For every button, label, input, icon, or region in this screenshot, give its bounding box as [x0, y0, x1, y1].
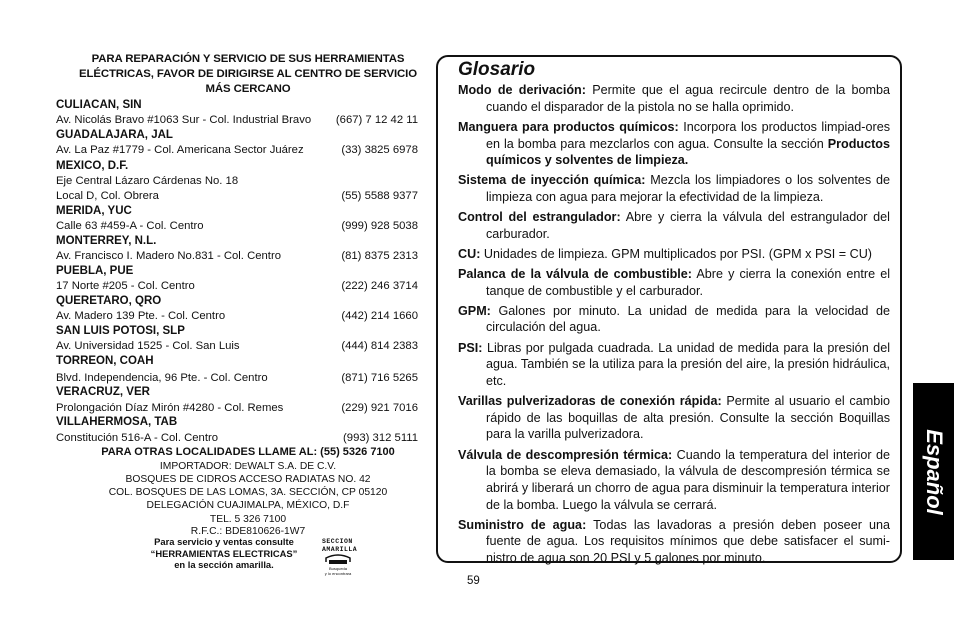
seccion-amarilla-logo: SECCION AMARILLA Busqueda y lo encontrara: [322, 538, 358, 576]
glossary-definition: Libras por pulgada cuadrada. La unidad de medida para la presión del agua. También se la utiliza para la presión del aire, la presión hidráulica, etc.: [482, 340, 890, 388]
importer-address-line: BOSQUES DE CIDROS ACCESO RADIATAS NO. 42: [125, 474, 371, 485]
glossary-definition: Todas las lavadoras a presión deben poseer una fuente de agua. Los requisitos mínimos que debe satisfacer el sumi-nistro de agua son 20 PSI y 5 galones por minuto.: [486, 517, 890, 566]
glossary-definition: Abre y cierra la válvula del estrangulador del carburador.: [486, 210, 890, 241]
glossary-definition: Abre y cierra la conexión entre el tanque de combustible y el carburador.: [486, 266, 890, 298]
service-center-address: Prolongación Díaz Mirón #4280 - Col. Remes (229) 921 7016: [56, 402, 418, 414]
glossary-entry: [458, 447, 890, 514]
glossary-entry: [458, 172, 890, 205]
service-center-phone: (55) 5588 9377: [341, 190, 418, 202]
service-center-address: Av. Universidad 1525 - Col. San Luis (444) 814 2383: [56, 340, 418, 352]
glossary-entry: [458, 266, 890, 299]
glossary-entry: [458, 209, 890, 242]
glossary-definition: Cuando la temperatura del interior de la bomba se eleva demasiado, la válvula de descompresión térmica se abrirá y liberará un chorro de agua para disminuir la temperatura interior de la bomba. Luego la válvula se cerrará.: [486, 447, 890, 512]
service-center-city: SAN LUIS POTOSI, SLP: [56, 325, 185, 337]
service-center-city: CULIACAN, SIN: [56, 99, 142, 111]
service-center-address: Constitución 516-A - Col. Centro (993) 312 5111: [56, 432, 418, 444]
glossary-term: CU:: [458, 246, 481, 261]
service-center-address: 17 Norte #205 - Col. Centro (222) 246 3714: [56, 280, 418, 292]
importer-rfc: R.F.C.: BDE810626-1W7: [190, 526, 306, 537]
service-center-phone: (871) 716 5265: [341, 372, 418, 384]
service-center-address: Av. Madero 139 Pte. - Col. Centro (442) 214 1660: [56, 310, 418, 322]
glossary-entries: [458, 82, 890, 570]
glossary-title: Glosario: [458, 59, 536, 80]
glossary-reference: Productos químicos y solventes de limpieza.: [486, 136, 890, 168]
glossary-entry: [458, 303, 890, 336]
service-center-city: GUADALAJARA, JAL: [56, 129, 173, 141]
service-center-phone: (222) 246 3714: [341, 280, 418, 292]
service-center-city: MERIDA, YUC: [56, 205, 132, 217]
glossary-term: Palanca de la válvula de combustible:: [458, 266, 692, 281]
other-localities-phone: PARA OTRAS LOCALIDADES LLAME AL: (55) 5326 7100: [101, 446, 395, 458]
glossary-definition: Permite que el agua recircule dentro de la bomba cuando el disparador de la pistola no se halla oprimido.: [486, 83, 891, 114]
service-header-line: ELÉCTRICAS, FAVOR DE DIRIGIRSE AL CENTRO DE SERVICIO: [78, 68, 418, 80]
service-center-city: MEXICO, D.F.: [56, 160, 129, 172]
service-center-address: Local D, Col. Obrera (55) 5588 9377: [56, 190, 418, 202]
service-center-phone: (999) 928 5038: [341, 220, 418, 232]
service-center-city: TORREON, COAH: [56, 355, 154, 367]
service-center-address: Eje Central Lázaro Cárdenas No. 18: [56, 175, 239, 187]
glossary-entry: [458, 119, 890, 169]
glossary-term: PSI:: [458, 340, 483, 355]
glossary-definition: Permite al usuario el cambio rápido de las boquillas de alta presión. Consulte la sección Boquillas para la varilla pulverizadora.: [486, 394, 891, 442]
service-center-phone: (993) 312 5111: [343, 432, 418, 444]
service-center-phone: (33) 3825 6978: [341, 144, 418, 156]
glossary-term: Válvula de descompresión térmica:: [458, 447, 673, 462]
glossary-term: Suministro de agua:: [458, 517, 587, 532]
glossary-term: GPM:: [458, 303, 491, 318]
language-tab: [913, 383, 954, 560]
service-center-city: VILLAHERMOSA, TAB: [56, 416, 178, 428]
service-center-phone: (81) 8375 2313: [341, 250, 418, 262]
glossary-entry: [458, 517, 890, 567]
glossary-entry: [458, 246, 890, 263]
yellow-pages-promo: Para servicio y ventas consulte “HERRAMIENTAS ELECTRICAS” en la sección amarilla.: [150, 536, 298, 570]
glossary-entry: [458, 340, 890, 390]
service-header-line: PARA REPARACIÓN Y SERVICIO DE SUS HERRAMIENTAS: [91, 53, 405, 65]
glossary-entry: [458, 393, 890, 443]
service-center-phone: (444) 814 2383: [341, 340, 418, 352]
language-tab-label: Español: [921, 428, 947, 515]
service-center-address: Av. La Paz #1779 - Col. Americana Sector Juárez (33) 3825 6978: [56, 144, 418, 156]
service-center-address: Blvd. Independencia, 96 Pte. - Col. Centro (871) 716 5265: [56, 372, 418, 384]
service-center-city: MONTERREY, N.L.: [56, 235, 157, 247]
importer-tel: TEL. 5 326 7100: [209, 514, 287, 525]
glossary-term: Modo de derivación:: [458, 83, 586, 97]
service-header-line: MÁS CERCANO: [205, 83, 291, 95]
importer-address-line: DELEGACIÓN CUAJIMALPA, MÉXICO, D.F: [146, 500, 350, 511]
glossary-definition: Incorpora los productos limpiad-ores en la bomba para mezclarlos con agua. Consulte la sección: [486, 119, 890, 151]
page-number: 59: [467, 575, 480, 587]
service-center-phone: (667) 7 12 42 11: [335, 114, 418, 126]
glossary-term: Varillas pulverizadoras de conexión rápida:: [458, 394, 722, 409]
importer-name: IMPORTADOR: DEWALT S.A. DE C.V.: [159, 461, 337, 472]
service-center-address: Calle 63 #459-A - Col. Centro (999) 928 5038: [56, 220, 418, 232]
glossary-definition: Galones por minuto. La unidad de medida para la velocidad de circulación del agua.: [486, 303, 890, 335]
service-center-city: QUERETARO, QRO: [56, 295, 162, 307]
importer-address-line: COL. BOSQUES DE LAS LOMAS, 3A. SECCIÓN, CP 05120: [108, 487, 388, 498]
service-center-city: VERACRUZ, VER: [56, 386, 150, 398]
service-center-address: Av. Francisco I. Madero No.831 - Col. Centro (81) 8375 2313: [56, 250, 418, 262]
service-center-phone: (442) 214 1660: [341, 310, 418, 322]
service-center-city: PUEBLA, PUE: [56, 265, 134, 277]
glossary-term: Manguera para productos químicos:: [458, 119, 679, 134]
glossary-definition: Mezcla los limpiadores o los solventes de limpieza con agua para mejorar la efectividad de la limpieza.: [486, 173, 890, 204]
glossary-definition: Unidades de limpieza. GPM multiplicados por PSI. (GPM x PSI = CU): [480, 246, 872, 261]
glossary-term: Control del estrangulador:: [458, 210, 621, 225]
glossary-term: Sistema de inyección química:: [458, 173, 646, 188]
service-center-phone: (229) 921 7016: [341, 402, 418, 414]
service-center-address: Av. Nicolás Bravo #1063 Sur - Col. Industrial Bravo (667) 7 12 42 11: [56, 114, 418, 126]
glossary-entry: [458, 82, 890, 115]
